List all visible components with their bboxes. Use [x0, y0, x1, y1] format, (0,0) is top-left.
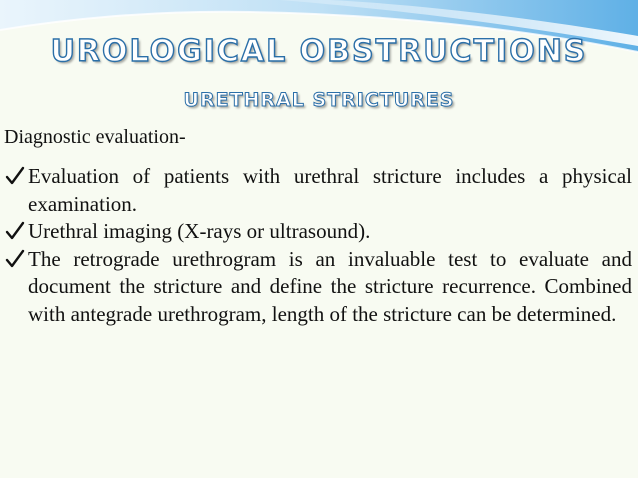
section-label: Diagnostic evaluation- — [4, 126, 186, 148]
bullet-text: The retrograde urethrogram is an invaluable test to evaluate and document the stricture and define the stricture recurrence. Combined with antegrade urethrogram, length of the stricture can be determined. — [28, 246, 632, 326]
bullet-item — [4, 218, 632, 246]
bullet-item — [4, 163, 632, 218]
checkmark-icon — [4, 246, 26, 273]
slide-subtitle: URETHRAL STRICTURES — [183, 89, 455, 111]
slide-title: UROLOGICAL OBSTRUCTIONS — [50, 34, 588, 69]
checkmark-icon — [4, 163, 26, 190]
bullet-item — [4, 246, 632, 329]
bullet-text: Evaluation of patients with urethral stricture includes a physical examination. — [28, 164, 632, 216]
bullet-text: Urethral imaging (X-rays or ultrasound). — [28, 219, 371, 243]
checkmark-icon — [4, 218, 26, 245]
bullet-list — [4, 163, 632, 328]
